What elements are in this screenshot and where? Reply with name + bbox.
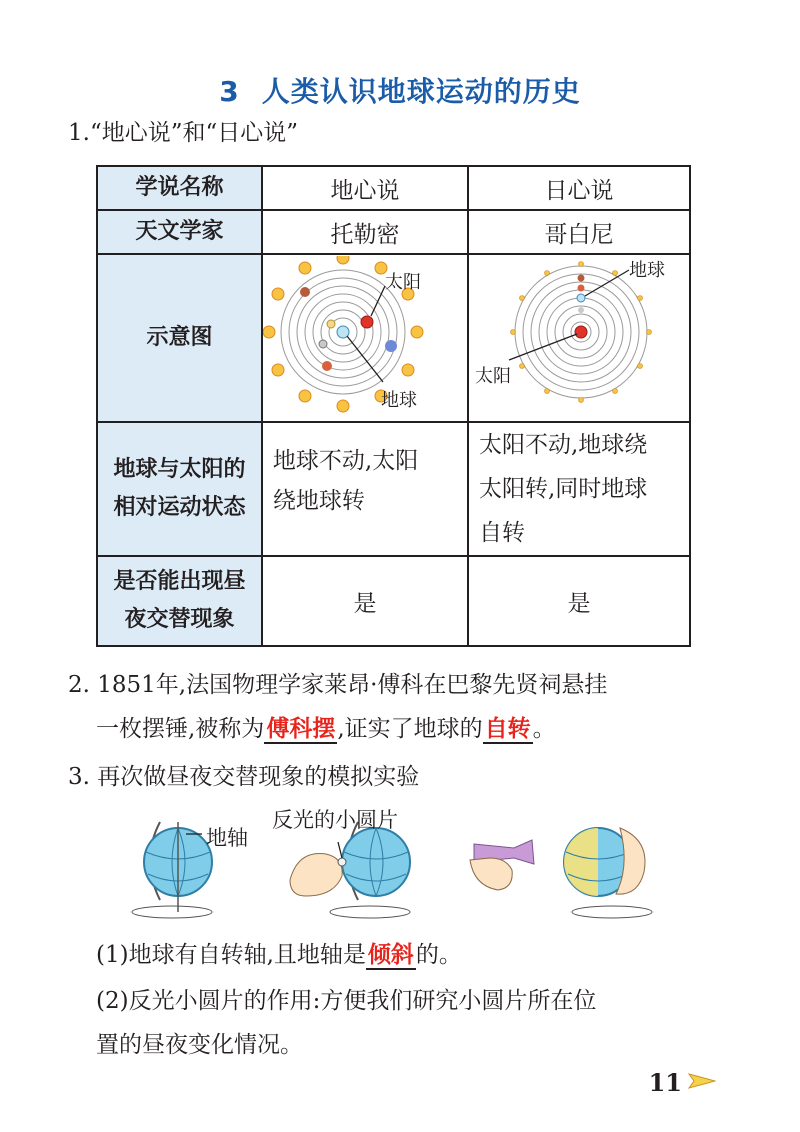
question-3-sub-2-line-2: 置的昼夜变化情况。 <box>96 1032 303 1058</box>
helio-cell: 日心说 <box>468 166 690 210</box>
cell-line: 绕地球转 <box>272 488 365 514</box>
row-label: 天文学家 <box>97 210 262 254</box>
flashlight-globe-icon <box>470 828 652 918</box>
answer-foucault-pendulum: 傅科摆 <box>266 715 336 742</box>
question-3-heading: 3. 再次做昼夜交替现象的模拟实验 <box>68 764 420 790</box>
globe-icon <box>132 822 212 918</box>
row-label-line: 地球与太阳的 <box>113 457 246 482</box>
earth-label: 地球 <box>629 260 665 281</box>
heliocentric-model-diagram <box>469 256 689 420</box>
globe-with-disc-icon <box>290 822 410 918</box>
text-span: 的。 <box>415 942 462 968</box>
section-title: 人类认识地球运动的历史 <box>261 75 581 108</box>
cell-line: 自转 <box>479 520 525 546</box>
helio-cell <box>468 422 690 556</box>
earth-label: 地球 <box>380 390 417 411</box>
question-2-line-2 <box>96 708 556 750</box>
question-2-line-1: 2. 1851年,法国物理学家莱昂·傅科在巴黎先贤祠悬挂 <box>68 672 608 698</box>
earth-marker <box>577 294 585 302</box>
text-span: (1)地球有自转轴,且地轴是 <box>96 942 366 968</box>
question-3-sub-2-line-1: (2)反光小圆片的作用:方便我们研究小圆片所在位 <box>96 988 597 1014</box>
sun-label: 太阳 <box>475 366 511 387</box>
comparison-table <box>96 165 691 647</box>
cell-line: 太阳不动,地球绕 <box>479 432 648 458</box>
table-row <box>97 556 690 646</box>
reflective-disc <box>338 858 346 866</box>
row-label <box>97 556 262 646</box>
reflective-disc-label: 反光的小圆片 <box>272 808 398 832</box>
question-1-heading: 1.“地心说”和“日心说” <box>68 120 298 146</box>
answer-rotation: 自转 <box>484 715 531 742</box>
row-label-line: 相对运动状态 <box>113 495 246 520</box>
globe-experiment-figure <box>130 800 670 930</box>
heliocentric-diagram-cell <box>468 254 690 422</box>
row-label-line: 夜交替现象 <box>124 607 235 632</box>
sun-marker <box>361 316 373 328</box>
paper-plane-icon <box>688 1072 716 1090</box>
text-span: 。 <box>532 716 556 742</box>
geo-cell <box>262 422 468 556</box>
geo-cell: 托勒密 <box>262 210 468 254</box>
section-number: 3 <box>219 75 240 108</box>
geocentric-diagram-cell <box>262 254 468 422</box>
helio-cell: 是 <box>468 556 690 646</box>
row-label <box>97 422 262 556</box>
page-number: 11 <box>648 1068 682 1097</box>
experiment-illustration <box>130 800 670 930</box>
row-label-line: 是否能出现昼 <box>113 569 246 594</box>
text-span: 一枚摆锤,被称为 <box>96 716 265 742</box>
cell-line: 太阳转,同时地球 <box>479 476 648 502</box>
sun-marker <box>575 326 587 338</box>
geo-cell: 地心说 <box>262 166 468 210</box>
table-row <box>97 166 690 210</box>
table-row <box>97 210 690 254</box>
table-row <box>97 254 690 422</box>
table-row <box>97 422 690 556</box>
answer-tilted: 倾斜 <box>367 941 414 968</box>
cell-line: 地球不动,太阳 <box>272 448 419 474</box>
row-label: 学说名称 <box>97 166 262 210</box>
row-label: 示意图 <box>97 254 262 422</box>
geo-cell: 是 <box>262 556 468 646</box>
sun-label: 太阳 <box>384 272 421 293</box>
page-title <box>0 70 800 110</box>
text-span: ,证实了地球的 <box>337 716 483 742</box>
question-3-sub-1 <box>96 934 462 976</box>
helio-cell: 哥白尼 <box>468 210 690 254</box>
earth-axis-label: 地轴 <box>206 826 248 850</box>
geocentric-model-diagram <box>263 256 453 420</box>
